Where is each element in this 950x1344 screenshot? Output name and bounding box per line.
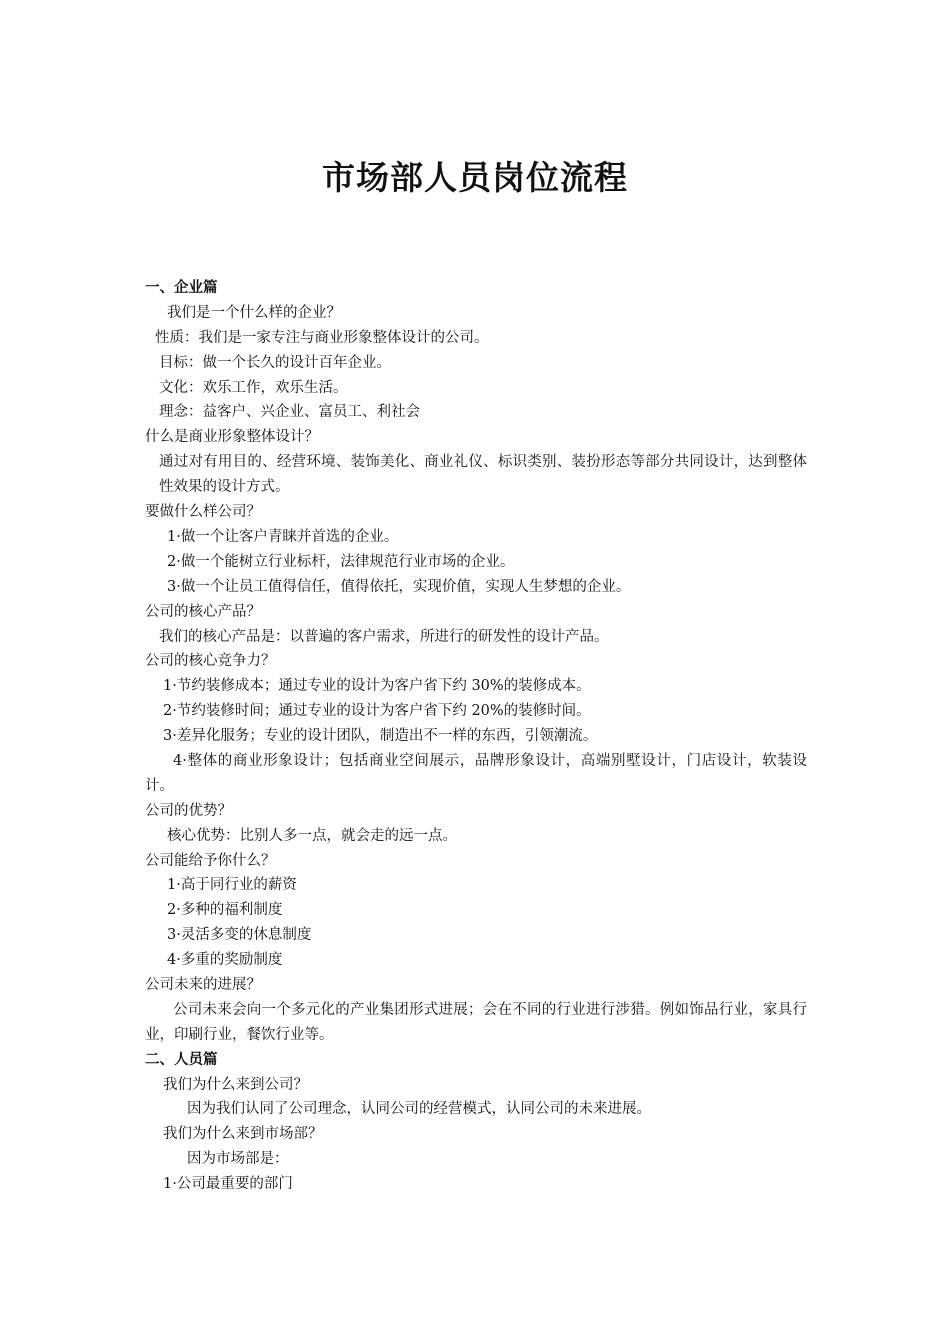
list-item: 1·节约装修成本；通过专业的设计为客户省下约 30%的装修成本。 — [163, 678, 591, 695]
list-item: 3·差异化服务；专业的设计团队，制造出不一样的东西，引领潮流。 — [163, 728, 598, 745]
question-line: 公司的核心竞争力？ — [145, 653, 276, 670]
philosophy-line: 理念：益客户、兴企业、富员工、利社会 — [159, 404, 420, 421]
section-heading-personnel: 二、人员篇 — [145, 1051, 218, 1068]
list-item: 2·节约装修时间；通过专业的设计为客户省下约 20%的装修时间。 — [163, 703, 591, 720]
list-item: 3·灵活多变的休息制度 — [167, 927, 312, 944]
paragraph: 我们的核心产品是：以普遍的客户需求，所进行的研发性的设计产品。 — [159, 628, 609, 645]
culture-line: 文化：欢乐工作，欢乐生活。 — [159, 379, 348, 396]
list-item: 1·做一个让客户青睐并首选的企业。 — [167, 528, 399, 545]
list-item: 1·高于同行业的薪资 — [167, 877, 297, 894]
paragraph: 公司未来会向一个多元化的产业集团形式进展；会在不同的行业进行涉猎。例如饰品行业，家具行业，印刷行业，餐饮行业等。 — [145, 1001, 807, 1043]
question-line: 公司未来的进展？ — [145, 977, 261, 993]
list-item: 2·做一个能树立行业标杆，法律规范行业市场的企业。 — [167, 553, 515, 570]
question-line: 我们是一个什么样的企业？ — [167, 304, 341, 321]
question-line: 公司的优势？ — [145, 802, 232, 819]
list-item: 1·公司最重要的部门 — [163, 1176, 293, 1193]
nature-line: 性质：我们是一家专注与商业形象整体设计的公司。 — [155, 329, 489, 346]
list-item: 2·多种的福利制度 — [167, 902, 283, 919]
document-title: 市场部人员岗位流程 — [322, 158, 628, 197]
paragraph: 通过对有用目的、经营环境、装饰美化、商业礼仪、标识类别、装扮形态等部分共同设计，达到整体性效果的设计方式。 — [159, 454, 807, 496]
question-line: 我们为什么来到市场部？ — [163, 1126, 323, 1143]
question-line: 公司能给予你什么？ — [145, 852, 276, 869]
question-line: 要做什么样公司？ — [145, 504, 261, 521]
question-line: 什么是商业形象整体设计？ — [145, 429, 319, 446]
goal-line: 目标：做一个长久的设计百年企业。 — [159, 354, 391, 371]
document-body — [145, 276, 807, 1197]
list-item: 4·整体的商业形象设计；包括商业空间展示，品牌形象设计，高端别墅设计，门店设计，软装设计。 — [145, 752, 807, 794]
question-line: 公司的核心产品？ — [145, 603, 261, 620]
section-heading-enterprise: 一、企业篇 — [145, 280, 218, 296]
paragraph: 核心优势：比别人多一点，就会走的远一点。 — [167, 827, 457, 844]
list-item: 3·做一个让员工值得信任，值得依托，实现价值，实现人生梦想的企业。 — [167, 578, 631, 595]
question-line: 我们为什么来到公司？ — [163, 1076, 308, 1093]
paragraph: 因为我们认同了公司理念，认同公司的经营模式，认同公司的未来进展。 — [187, 1101, 651, 1118]
list-item: 4·多重的奖励制度 — [167, 952, 283, 969]
paragraph: 因为市场部是： — [187, 1151, 289, 1168]
